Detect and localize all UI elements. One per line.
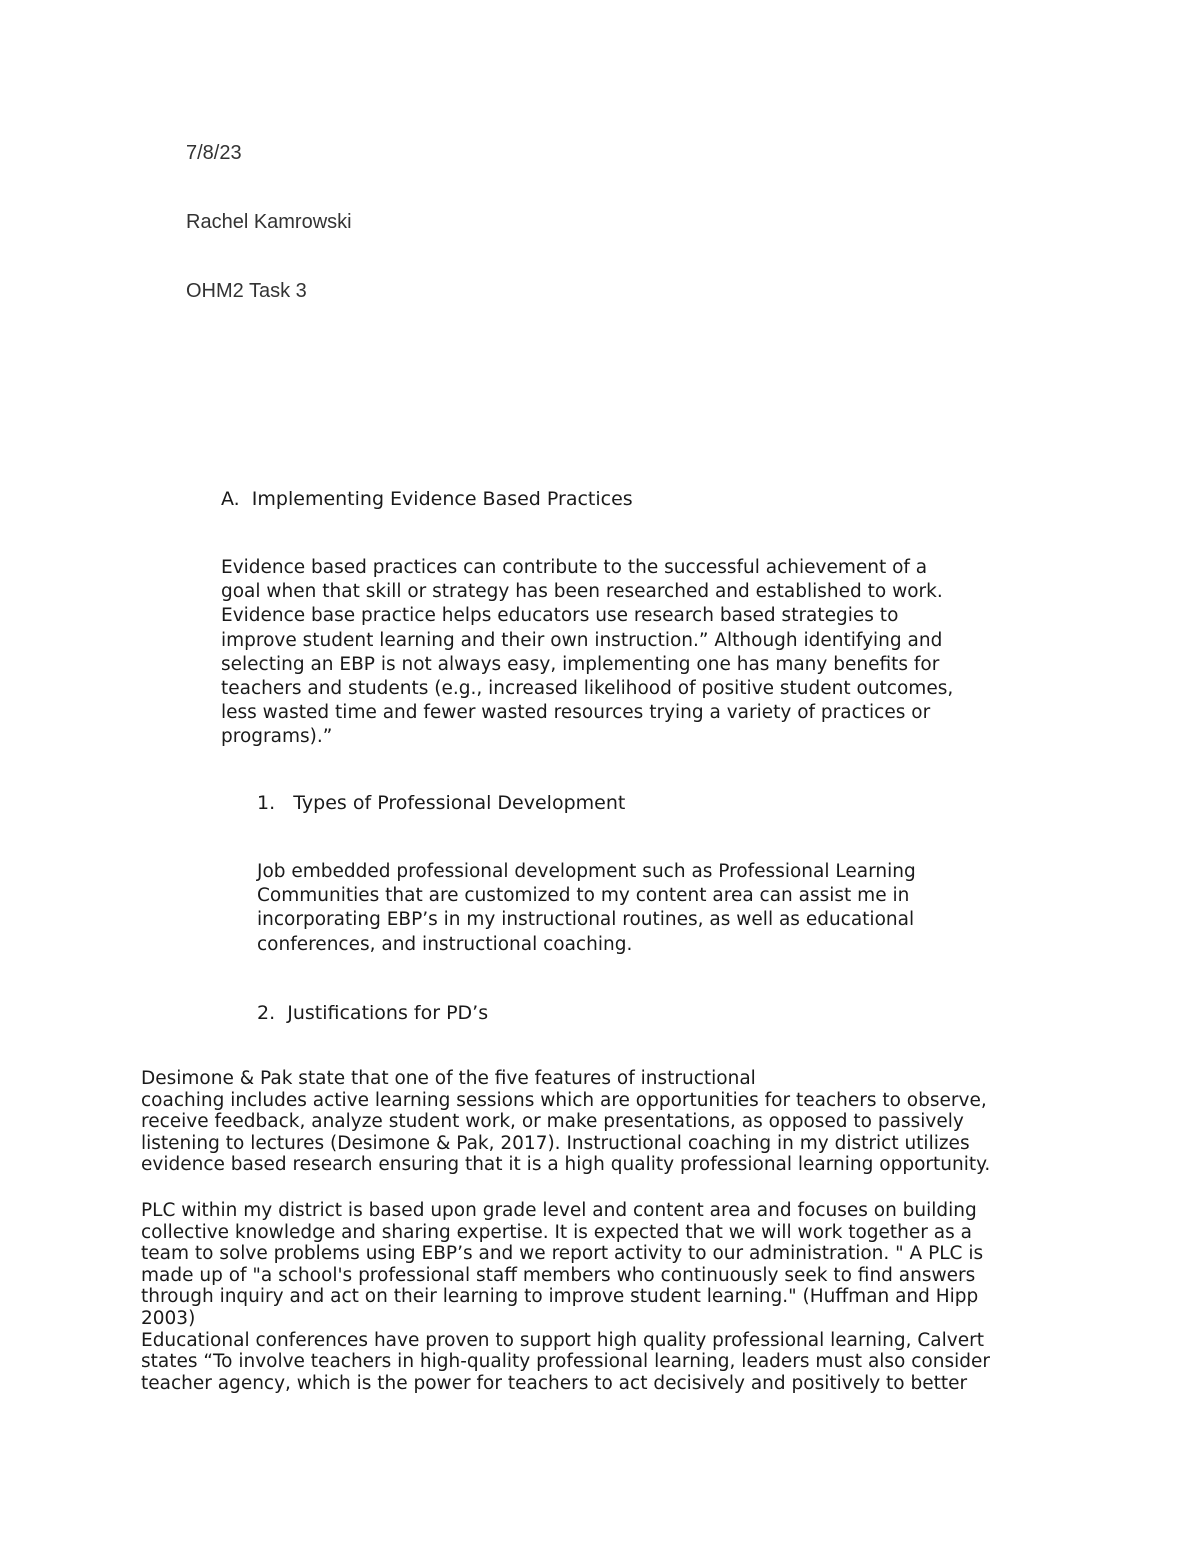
paragraph-line: Desimone & Pak state that one of the five features of instructional (141, 1068, 756, 1089)
paragraph-line: team to solve problems using EBP’s and we report activity to our administration. " A PLC is (141, 1243, 984, 1265)
document-date: 7/8/23 (186, 142, 242, 164)
paragraph-line: Educational conferences have proven to support high quality professional learning, Calvert (141, 1329, 984, 1351)
item-1-heading (257, 792, 625, 814)
paragraph-line: selecting an EBP is not always easy, implementing one has many benefits for (221, 653, 940, 675)
paragraph-line: teachers and students (e.g., increased likelihood of positive student outcomes, (221, 678, 954, 700)
body-paragraph-2 (141, 1200, 990, 1394)
paragraph-line: Job embedded professional development such as Professional Learning (257, 861, 916, 882)
paragraph-line: made up of "a school's professional staff members who continuously seek to find answers (141, 1264, 976, 1286)
author-name: Rachel Kamrowski (186, 211, 352, 233)
item-1-marker: 1. (257, 792, 276, 814)
document-title: OHM2 Task 3 (186, 280, 307, 302)
section-a-heading (221, 488, 633, 510)
item-1-title: Types of Professional Development (293, 792, 626, 814)
paragraph-line: incorporating EBP’s in my instructional routines, as well as educational (257, 909, 915, 931)
paragraph-line: states “To involve teachers in high-quality professional learning, leaders must also consider (141, 1351, 990, 1373)
paragraph-line: Communities that are customized to my content area can assist me in (257, 885, 910, 907)
paragraph-line: programs).” (221, 726, 333, 748)
item-2-heading (257, 1002, 488, 1024)
paragraph-line: coaching includes active learning sessions which are opportunities for teachers to observe, (141, 1089, 987, 1111)
section-a-marker: A. (221, 488, 240, 510)
paragraph-line: listening to lectures (Desimone & Pak, 2017). Instructional coaching in my district utilizes (141, 1132, 970, 1154)
paragraph-line: less wasted time and fewer wasted resources trying a variety of practices or (221, 702, 931, 724)
body-paragraph-1 (141, 1068, 990, 1176)
paragraph-line: conferences, and instructional coaching. (257, 933, 633, 955)
paragraph-line: improve student learning and their own instruction.” Although identifying and (221, 629, 943, 651)
section-a-paragraph (221, 556, 953, 750)
paragraph-line: goal when that skill or strategy has been researched and established to work. (221, 581, 943, 603)
item-2-title: Justifications for PD’s (287, 1002, 489, 1024)
paragraph-line: teacher agency, which is the power for teachers to act decisively and positively to better (141, 1372, 968, 1394)
section-a-title: Implementing Evidence Based Practices (251, 488, 633, 510)
paragraph-line: Evidence based practices can contribute to the successful achievement of a (221, 557, 928, 578)
paragraph-line: PLC within my district is based upon grade level and content area and focuses on building (141, 1200, 977, 1221)
paragraph-line: receive feedback, analyze student work, or make presentations, as opposed to passively (141, 1111, 964, 1133)
paragraph-line: 2003) (141, 1307, 196, 1329)
paragraph-line: Evidence base practice helps educators use research based strategies to (221, 605, 899, 627)
paragraph-line: evidence based research ensuring that it is a high quality professional learning opportunity. (141, 1154, 991, 1176)
item-1-paragraph (257, 860, 916, 957)
item-2-marker: 2. (257, 1002, 276, 1024)
paragraph-line: collective knowledge and sharing expertise. It is expected that we will work together as a (141, 1221, 972, 1243)
paragraph-line: through inquiry and act on their learning to improve student learning." (Huffman and Hipp (141, 1286, 979, 1308)
